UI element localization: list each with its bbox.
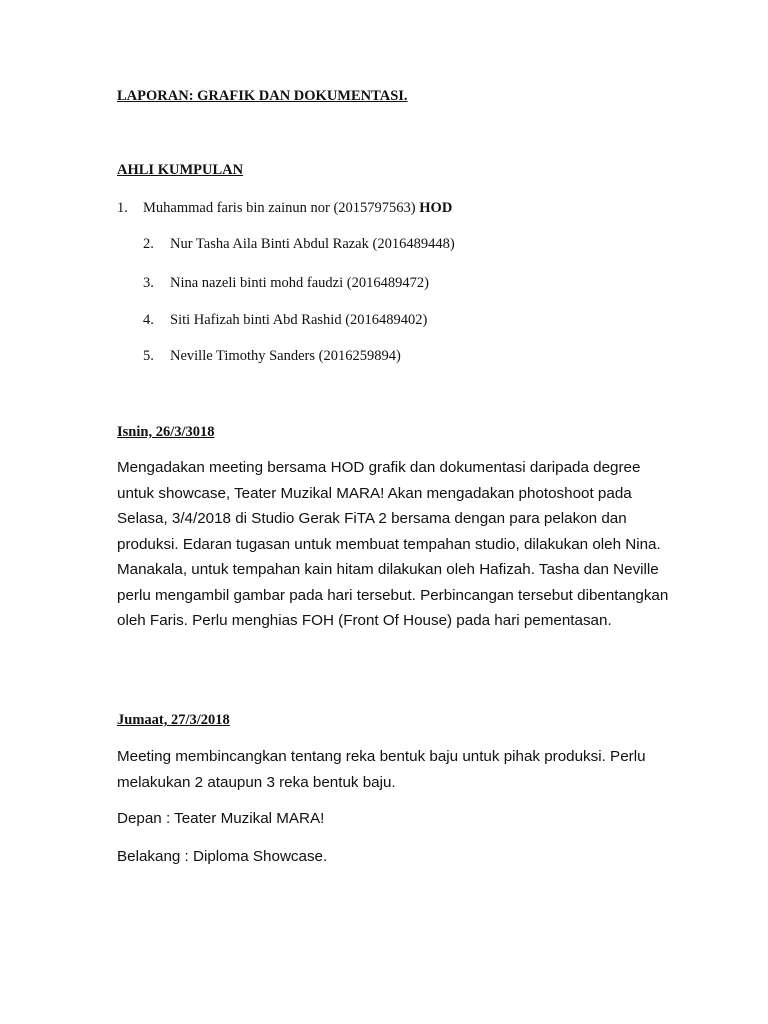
member-item [143, 348, 401, 365]
member-number: 1. [117, 200, 128, 216]
front-design-text: Depan : Teater Muzikal MARA! [117, 810, 325, 827]
members-heading: AHLI KUMPULAN [117, 162, 244, 178]
member-name: Nur Tasha Aila Binti Abdul Razak (2016489448) [170, 236, 455, 252]
hod-label: HOD [419, 200, 453, 216]
member-number: 3. [143, 275, 154, 291]
member-name: Nina nazeli binti mohd faudzi (2016489472) [170, 275, 429, 291]
member-item [143, 236, 455, 253]
back-design-text: Belakang : Diploma Showcase. [117, 848, 328, 865]
entry-date: Jumaat, 27/3/2018 [117, 712, 230, 728]
member-number: 4. [143, 312, 154, 328]
member-item [143, 275, 429, 292]
report-title: LAPORAN: GRAFIK DAN DOKUMENTASI. [117, 88, 408, 104]
member-item [117, 200, 452, 217]
member-item [143, 312, 427, 329]
member-name: Siti Hafizah binti Abd Rashid (2016489402) [170, 312, 428, 328]
member-number: 5. [143, 348, 154, 364]
member-name: Neville Timothy Sanders (2016259894) [170, 348, 401, 364]
entry-body: Meeting membincangkan tentang reka bentuk baju untuk pihak produksi. Perlu melakukan 2 ataupun 3 reka bentuk baju. [117, 748, 646, 791]
entry-body: Mengadakan meeting bersama HOD grafik dan dokumentasi daripada degree untuk showcase, Teater Muzikal MARA! Akan mengadakan photoshoot pada Selasa, 3/4/2018 di Studio Gerak FiTA 2 bersama dengan para pelakon dan produksi. Edaran tugasan untuk membuat tempahan studio, dilakukan oleh Nina. Manakala, untuk tempahan kain hitam dilakukan oleh Hafizah. Tasha dan Neville perlu mengambil gambar pada hari tersebut. Perbincangan tersebut dibentangkan oleh Faris. Perlu menghias FOH (Front Of House) pada hari pementasan. [117, 459, 669, 629]
member-number: 2. [143, 236, 154, 252]
member-name: Muhammad faris bin zainun nor (2015797563) [143, 200, 416, 216]
entry-date: Isnin, 26/3/3018 [117, 424, 215, 440]
